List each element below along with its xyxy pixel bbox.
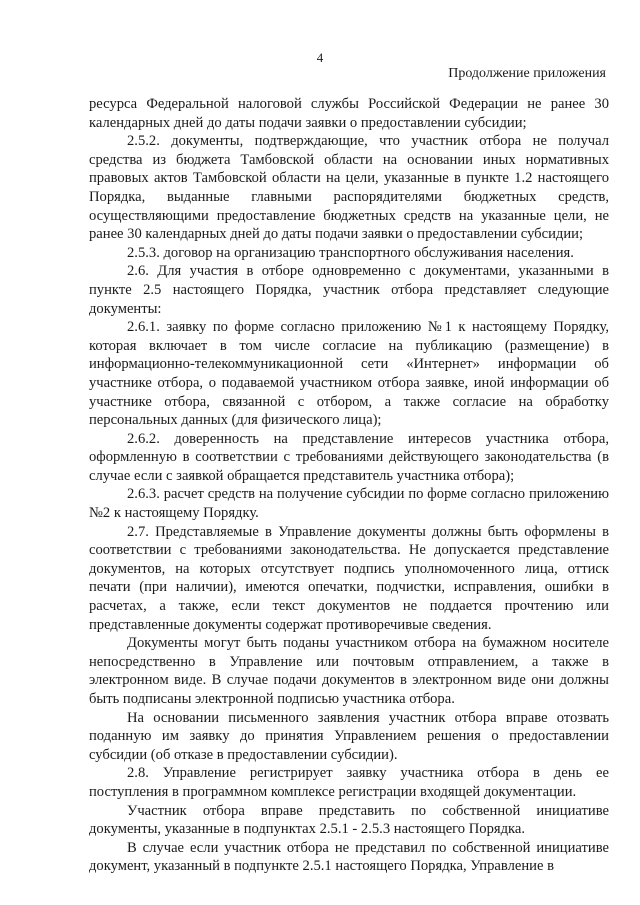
document-body bbox=[89, 95, 609, 876]
paragraph: На основании письменного заявления участник отбора вправе отозвать поданную им заявку до принятия Управлением решения о предоставлении субсидии (об отказе в предоставлении субсидии). bbox=[89, 709, 609, 763]
paragraph: 2.5.2. документы, подтверждающие, что участник отбора не получал средства из бюджета Тамбовской области на основании иных нормативных правовых актов Тамбовской области на цели, указанные в пункте 1.2 настоящего Порядка, выданные главными распорядителями бюджетных средств, осуществляющими предоставление бюджетных средств на указанные цели, не ранее 30 календарных дней до даты подачи заявки о предоставлении субсидии; bbox=[89, 133, 609, 243]
paragraph: 2.6.2. доверенность на представление интересов участника отбора, оформленную в соответствии с требованиями действующего законодательства (в случае если с заявкой обращается представитель участника отбора); bbox=[89, 430, 609, 484]
paragraph: 2.8. Управление регистрирует заявку участника отбора в день ее поступления в программном комплексе регистрации входящей документации. bbox=[89, 765, 609, 800]
paragraph: Участник отбора вправе представить по собственной инициативе документы, указанные в подпунктах 2.5.1 - 2.5.3 настоящего Порядка. bbox=[89, 802, 609, 838]
paragraph: В случае если участник отбора не представил по собственной инициативе документ, указанный в подпункте 2.5.1 настоящего Порядка, Управление в bbox=[89, 839, 609, 875]
paragraph: Документы могут быть поданы участником отбора на бумажном носителе непосредственно в Управление или почтовым отправлением, а также в электронном виде. В случае подачи документов в электронном виде они должны быть подписаны электронной подписью участника отбора. bbox=[89, 635, 609, 707]
paragraph: 2.6.3. расчет средств на получение субсидии по форме согласно приложению №2 к настоящему Порядку. bbox=[89, 486, 609, 522]
paragraph: 2.7. Представляемые в Управление документы должны быть оформлены в соответствии с требованиями законодательства. Не допускается представление документов, на которых отсутствует подпись уполномоченного лица, оттиск печати (при наличии), имеются опечатки, подчистки, исправления, ошибки в расчетах, а также, если текст документов не поддается прочтению или представленные документы содержат противоречивые сведения. bbox=[89, 523, 609, 633]
continuation-label: Продолжение приложения bbox=[448, 66, 606, 81]
paragraph: 2.6. Для участия в отборе одновременно с документами, указанными в пункте 2.5 настоящего Порядка, участник отбора представляет следующие документы: bbox=[89, 263, 609, 317]
paragraph: 2.5.3. договор на организацию транспортного обслуживания населения. bbox=[127, 244, 574, 261]
page-number: 4 bbox=[316, 50, 324, 65]
paragraph: 2.6.1. заявку по форме согласно приложению №1 к настоящему Порядку, которая включает в том числе согласие на публикацию (размещение) в информационно-телекоммуникационной сети «Интернет» информации об участнике отбора, о подаваемой участником отбора заявке, иной информации об участнике отбора, связанной с отбором, а также согласие на обработку персональных данных (для физического лица); bbox=[89, 319, 609, 429]
paragraph: ресурса Федеральной налоговой службы Российской Федерации не ранее 30 календарных дней до даты подачи заявки о предоставлении субсидии; bbox=[89, 96, 609, 131]
